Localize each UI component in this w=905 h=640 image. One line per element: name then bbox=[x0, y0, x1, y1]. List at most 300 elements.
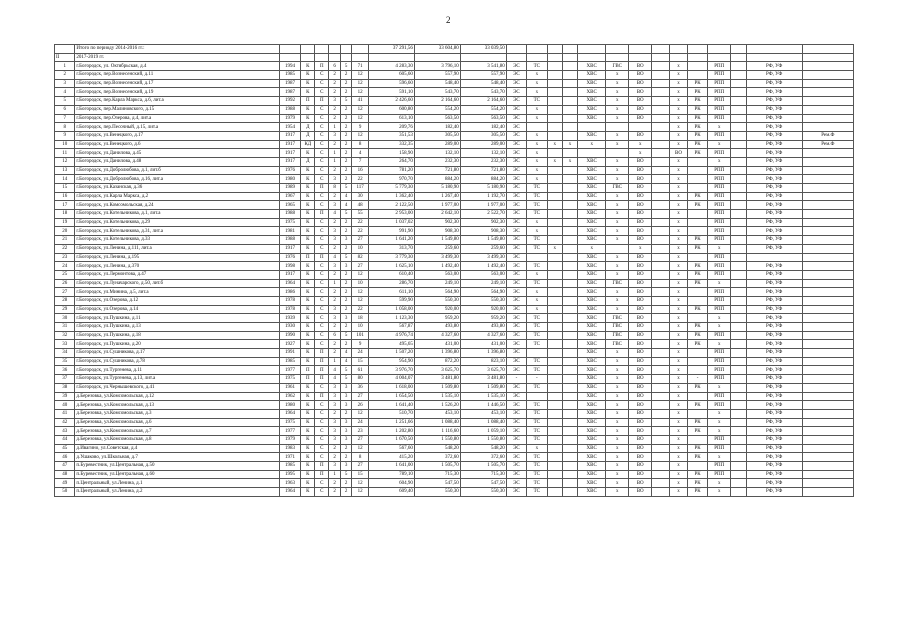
table-cell: 2 642,10 bbox=[414, 210, 460, 219]
table-cell bbox=[547, 444, 562, 453]
table-cell: х bbox=[606, 435, 629, 444]
table-row bbox=[55, 340, 854, 349]
table-cell: х bbox=[606, 462, 629, 471]
table-row bbox=[55, 401, 854, 410]
table-cell: ХВС bbox=[578, 192, 606, 201]
table-cell bbox=[547, 62, 562, 71]
table-cell bbox=[652, 392, 670, 401]
table-cell: ВО bbox=[629, 71, 652, 80]
table-cell: х bbox=[670, 131, 688, 140]
table-cell: С bbox=[315, 88, 329, 97]
table-cell: ВО bbox=[629, 366, 652, 375]
table-cell: 970,70 bbox=[368, 175, 414, 184]
table-cell: 50 bbox=[55, 488, 75, 497]
table-row bbox=[55, 444, 854, 453]
table-cell bbox=[562, 340, 577, 349]
table-cell: х bbox=[527, 227, 547, 236]
table-cell: ЭС bbox=[506, 357, 526, 366]
table-cell bbox=[731, 279, 746, 288]
table-cell: 3 bbox=[329, 262, 340, 271]
table-cell bbox=[652, 184, 670, 193]
table-cell: ВО bbox=[629, 114, 652, 123]
table-cell bbox=[652, 175, 670, 184]
table-cell: п.Буревестник, ул.Центральная, д.50 bbox=[75, 462, 279, 471]
table-cell: х bbox=[670, 184, 688, 193]
table-cell bbox=[802, 270, 853, 279]
table-cell: 182,40 bbox=[460, 123, 506, 132]
table-cell: 4 bbox=[329, 253, 340, 262]
table-cell: ВО bbox=[629, 340, 652, 349]
table-cell: К bbox=[301, 114, 315, 123]
table-row bbox=[55, 331, 854, 340]
table-cell: 13 bbox=[55, 166, 75, 175]
table-cell: РПП bbox=[708, 462, 731, 471]
table-cell: ХВС bbox=[578, 288, 606, 297]
table-cell: 2 bbox=[340, 131, 351, 140]
table-cell: ВО bbox=[629, 305, 652, 314]
table-cell: ХВС bbox=[578, 88, 606, 97]
table-cell bbox=[731, 488, 746, 497]
table-cell bbox=[652, 444, 670, 453]
table-cell: ХВС bbox=[578, 444, 606, 453]
table-cell bbox=[731, 140, 746, 149]
table-cell: г.Богородск, ул.Добролюбова, д.1, лит.б bbox=[75, 166, 279, 175]
table-cell: 17 bbox=[55, 201, 75, 210]
table-cell: РПП bbox=[708, 253, 731, 262]
table-cell: 372,60 bbox=[460, 453, 506, 462]
table-cell: ВО bbox=[629, 192, 652, 201]
table-cell bbox=[547, 184, 562, 193]
table-cell: РПП bbox=[708, 227, 731, 236]
table-cell: 48 bbox=[352, 201, 369, 210]
table-cell bbox=[562, 175, 577, 184]
table-cell: ХВС bbox=[578, 79, 606, 88]
table-cell: ВО bbox=[629, 314, 652, 323]
table-cell: 37 bbox=[55, 375, 75, 384]
table-cell: г.Богородск, ул.Казанская, д.36 bbox=[75, 184, 279, 193]
table-cell: г.Богородск, ул.Котельникова, д.33 bbox=[75, 236, 279, 245]
table-cell: 1987 bbox=[279, 88, 301, 97]
table-cell bbox=[652, 79, 670, 88]
table-cell: г.Богородск, ул.Котельникова, д.29 bbox=[75, 218, 279, 227]
table-row bbox=[55, 62, 854, 71]
table-cell bbox=[731, 210, 746, 219]
table-cell bbox=[802, 409, 853, 418]
table-cell bbox=[652, 427, 670, 436]
table-cell: ТС bbox=[527, 479, 547, 488]
table-cell: 3 bbox=[340, 427, 351, 436]
table-cell: 959,20 bbox=[460, 314, 506, 323]
table-cell: ТС bbox=[527, 383, 547, 392]
table-cell: 548,20 bbox=[460, 444, 506, 453]
table-cell: 12 bbox=[352, 79, 369, 88]
table-cell: 1995 bbox=[279, 470, 301, 479]
table-cell: ХВС bbox=[578, 296, 606, 305]
table-cell: ЭС bbox=[506, 305, 526, 314]
table-cell bbox=[562, 184, 577, 193]
table-cell: 415,20 bbox=[368, 453, 414, 462]
table-cell: 884,20 bbox=[414, 175, 460, 184]
table-cell: ХВС bbox=[578, 114, 606, 123]
table-cell bbox=[731, 375, 746, 384]
table-cell: ХВС bbox=[578, 131, 606, 140]
table-cell: РФ, УФ bbox=[746, 462, 802, 471]
table-cell bbox=[731, 62, 746, 71]
table-cell: 884,20 bbox=[460, 175, 506, 184]
table-cell: 1917 bbox=[279, 270, 301, 279]
table-cell: 557,90 bbox=[460, 71, 506, 80]
table-cell: ХВС bbox=[578, 349, 606, 358]
total-living2: 33 039,50 bbox=[460, 45, 506, 54]
table-cell bbox=[547, 479, 562, 488]
table-cell: х bbox=[708, 427, 731, 436]
table-cell bbox=[547, 418, 562, 427]
table-cell bbox=[802, 366, 853, 375]
table-cell: 2 bbox=[340, 479, 351, 488]
table-cell bbox=[802, 383, 853, 392]
table-cell: 563,00 bbox=[414, 270, 460, 279]
table-cell bbox=[802, 288, 853, 297]
table-cell: 22 bbox=[352, 227, 369, 236]
table-cell: ЭС bbox=[506, 218, 526, 227]
table-cell bbox=[562, 244, 577, 253]
table-cell bbox=[802, 331, 853, 340]
table-cell: г.Богородск, ул.Данилова, д.45 bbox=[75, 149, 279, 158]
table-cell: С bbox=[315, 123, 329, 132]
table-cell: 4 bbox=[329, 210, 340, 219]
table-cell: РФ, УФ bbox=[746, 201, 802, 210]
table-cell: 2 bbox=[340, 157, 351, 166]
table-cell: ХВС bbox=[578, 184, 606, 193]
table-cell: ЭС bbox=[506, 201, 526, 210]
table-cell: ХВС bbox=[578, 270, 606, 279]
table-cell: х bbox=[527, 288, 547, 297]
table-cell: Д bbox=[301, 131, 315, 140]
table-cell: ГВС bbox=[606, 340, 629, 349]
table-cell: 1988 bbox=[279, 236, 301, 245]
table-cell: РФ, УФ bbox=[746, 114, 802, 123]
table-cell: 22 bbox=[55, 244, 75, 253]
table-cell: х bbox=[606, 236, 629, 245]
table-cell: 823,10 bbox=[460, 357, 506, 366]
table-cell: 596,60 bbox=[368, 79, 414, 88]
table-cell bbox=[731, 305, 746, 314]
table-cell: ВО bbox=[629, 349, 652, 358]
table-cell: 47 bbox=[55, 462, 75, 471]
table-cell: 908,30 bbox=[414, 227, 460, 236]
table-cell: П bbox=[301, 375, 315, 384]
table-cell: 9 bbox=[352, 123, 369, 132]
table-cell: 550,30 bbox=[460, 488, 506, 497]
table-cell: К bbox=[301, 470, 315, 479]
table-cell: г.Богородск, пер.Малиновского, д.15 bbox=[75, 105, 279, 114]
table-cell: К bbox=[301, 488, 315, 497]
table-cell: 1 509,80 bbox=[414, 383, 460, 392]
total-area: 37 291,56 bbox=[368, 45, 414, 54]
table-cell: 554,20 bbox=[414, 105, 460, 114]
table-cell: ГВС bbox=[606, 62, 629, 71]
table-cell bbox=[547, 270, 562, 279]
table-cell: х bbox=[670, 392, 688, 401]
table-cell: ВО bbox=[629, 323, 652, 332]
table-cell bbox=[547, 175, 562, 184]
table-cell: ЭС bbox=[506, 279, 526, 288]
table-cell: х bbox=[708, 323, 731, 332]
table-cell bbox=[731, 123, 746, 132]
table-cell: ХВС bbox=[578, 218, 606, 227]
table-cell: 1990 bbox=[279, 331, 301, 340]
table-cell bbox=[731, 357, 746, 366]
table-row bbox=[55, 296, 854, 305]
table-cell bbox=[652, 123, 670, 132]
table-cell: РФ, УФ bbox=[746, 88, 802, 97]
table-cell: 2 164,60 bbox=[414, 97, 460, 106]
table-cell: 209,76 bbox=[368, 123, 414, 132]
table-cell: 2 bbox=[340, 175, 351, 184]
table-cell: РК bbox=[687, 236, 707, 245]
table-cell: П bbox=[315, 357, 329, 366]
table-cell bbox=[731, 366, 746, 375]
table-cell: х bbox=[606, 470, 629, 479]
table-cell bbox=[562, 166, 577, 175]
table-cell bbox=[562, 462, 577, 471]
table-cell: г.Богородск, ул.Пушкина, д.11 bbox=[75, 314, 279, 323]
table-cell: 1 526,20 bbox=[414, 401, 460, 410]
table-cell bbox=[562, 401, 577, 410]
table-cell: РК bbox=[687, 305, 707, 314]
table-cell: ХВС bbox=[578, 71, 606, 80]
table-cell bbox=[652, 409, 670, 418]
table-cell: х bbox=[606, 418, 629, 427]
table-cell: х bbox=[670, 270, 688, 279]
table-cell: 1 088,40 bbox=[414, 418, 460, 427]
table-cell: 2 bbox=[329, 140, 340, 149]
table-cell: 351,53 bbox=[368, 131, 414, 140]
table-cell: ВО bbox=[670, 149, 688, 158]
table-cell: ЭС bbox=[506, 114, 526, 123]
table-cell: ТС bbox=[527, 427, 547, 436]
table-cell: 493,80 bbox=[460, 323, 506, 332]
table-cell bbox=[562, 288, 577, 297]
table-cell: РФ, УФ bbox=[746, 227, 802, 236]
table-cell: 82 bbox=[352, 253, 369, 262]
table-cell: 8 bbox=[329, 184, 340, 193]
table-cell: 24 bbox=[352, 418, 369, 427]
table-cell: РПП bbox=[708, 270, 731, 279]
table-cell: 1987 bbox=[279, 79, 301, 88]
table-cell: ЭС bbox=[506, 479, 526, 488]
table-cell: П bbox=[315, 375, 329, 384]
table-cell: ГВС bbox=[606, 279, 629, 288]
table-cell: 15 bbox=[55, 184, 75, 193]
table-cell: 2 bbox=[340, 218, 351, 227]
table-cell: 1994 bbox=[279, 62, 301, 71]
table-cell: ХВС bbox=[578, 488, 606, 497]
table-cell: 16 bbox=[55, 192, 75, 201]
table-cell: 1 059,10 bbox=[460, 427, 506, 436]
table-cell: 600,80 bbox=[368, 105, 414, 114]
table-cell: 10 bbox=[352, 244, 369, 253]
table-cell: ТС bbox=[527, 262, 547, 271]
table-cell bbox=[731, 71, 746, 80]
table-cell: РК bbox=[687, 114, 707, 123]
table-cell: 2 bbox=[329, 114, 340, 123]
table-cell: 543,70 bbox=[414, 88, 460, 97]
table-cell: К bbox=[301, 236, 315, 245]
table-cell: г.Богородск, ул.Пушкина, д.20 bbox=[75, 340, 279, 349]
table-cell: С bbox=[315, 262, 329, 271]
table-cell: РФ, УФ bbox=[746, 149, 802, 158]
table-cell: ВО bbox=[629, 488, 652, 497]
table-cell: 510,70 bbox=[368, 409, 414, 418]
table-cell: 1 641,00 bbox=[368, 462, 414, 471]
table-cell: 2 bbox=[329, 488, 340, 497]
table-cell bbox=[802, 175, 853, 184]
table-cell bbox=[802, 210, 853, 219]
table-cell: 16 bbox=[352, 166, 369, 175]
table-cell: х bbox=[606, 131, 629, 140]
table-cell: 12 bbox=[352, 288, 369, 297]
table-cell: ЭС bbox=[506, 340, 526, 349]
table-cell: 3 bbox=[340, 401, 351, 410]
table-cell: 132,10 bbox=[460, 149, 506, 158]
table-cell: 7 bbox=[55, 114, 75, 123]
table-cell bbox=[802, 349, 853, 358]
table-cell: г.Богородск, ул.Озерова, д.14 bbox=[75, 305, 279, 314]
table-cell: 2 bbox=[340, 296, 351, 305]
table-cell: ВО bbox=[629, 392, 652, 401]
table-row bbox=[55, 462, 854, 471]
table-cell: х bbox=[606, 453, 629, 462]
table-cell: х bbox=[527, 88, 547, 97]
table-cell: 1976 bbox=[279, 166, 301, 175]
table-cell bbox=[527, 392, 547, 401]
table-cell: 1 446,50 bbox=[460, 401, 506, 410]
table-cell: РК bbox=[687, 149, 707, 158]
table-cell bbox=[562, 427, 577, 436]
table-cell: 3 bbox=[340, 262, 351, 271]
table-cell: х bbox=[527, 218, 547, 227]
table-row bbox=[55, 227, 854, 236]
table-cell: ЭС bbox=[506, 296, 526, 305]
table-cell: ВО bbox=[629, 175, 652, 184]
table-cell: 1988 bbox=[279, 210, 301, 219]
table-cell: ХВС bbox=[578, 157, 606, 166]
table-cell: х bbox=[606, 253, 629, 262]
table-cell: РФ, УФ bbox=[746, 210, 802, 219]
table-cell bbox=[652, 192, 670, 201]
table-cell: 2 bbox=[340, 88, 351, 97]
table-cell: РФ, УФ bbox=[746, 314, 802, 323]
table-cell: С bbox=[315, 201, 329, 210]
table-cell bbox=[652, 401, 670, 410]
table-cell: 2 bbox=[340, 123, 351, 132]
table-cell: г.Богородск, ул.Комсомольская, д.24 bbox=[75, 201, 279, 210]
table-cell: К bbox=[301, 262, 315, 271]
table-cell: х bbox=[606, 409, 629, 418]
table-cell: 372,60 bbox=[414, 453, 460, 462]
table-cell: ЭС bbox=[506, 392, 526, 401]
table-cell: ВО bbox=[629, 470, 652, 479]
table-cell: 7 bbox=[352, 157, 369, 166]
table-row bbox=[55, 288, 854, 297]
table-cell: ХВС bbox=[578, 435, 606, 444]
table-cell: 1 362,40 bbox=[368, 192, 414, 201]
table-cell bbox=[687, 357, 707, 366]
table-cell: ТС bbox=[527, 340, 547, 349]
table-cell: ХВС bbox=[578, 279, 606, 288]
table-cell bbox=[731, 462, 746, 471]
table-cell: 1992 bbox=[279, 97, 301, 106]
table-cell: 1 bbox=[329, 157, 340, 166]
table-cell: х bbox=[606, 166, 629, 175]
table-cell: 19 bbox=[55, 218, 75, 227]
table-cell: 39 bbox=[55, 392, 75, 401]
table-cell bbox=[547, 409, 562, 418]
table-cell: х bbox=[670, 262, 688, 271]
table-cell: х bbox=[670, 375, 688, 384]
table-cell: х bbox=[606, 349, 629, 358]
table-cell: К bbox=[301, 401, 315, 410]
table-cell: х bbox=[670, 71, 688, 80]
table-cell bbox=[731, 192, 746, 201]
table-row bbox=[55, 470, 854, 479]
table-cell: ЭС bbox=[506, 71, 526, 80]
section-row bbox=[55, 53, 854, 62]
table-cell: РФ, УФ bbox=[746, 288, 802, 297]
table-cell: х bbox=[670, 97, 688, 106]
table-cell: РФ, УФ bbox=[746, 323, 802, 332]
table-cell: х bbox=[670, 409, 688, 418]
table-cell: х bbox=[606, 366, 629, 375]
table-cell: ЭС bbox=[506, 262, 526, 271]
table-cell: х bbox=[670, 279, 688, 288]
table-cell bbox=[802, 479, 853, 488]
table-cell: 30 bbox=[55, 314, 75, 323]
table-cell: ТС bbox=[527, 366, 547, 375]
table-cell: 1991 bbox=[279, 349, 301, 358]
table-cell: РК bbox=[687, 140, 707, 149]
table-cell: г.Богородск, ул.Добролюбова, д.16, лит.а bbox=[75, 175, 279, 184]
table-cell: 2 bbox=[340, 305, 351, 314]
table-cell: х bbox=[670, 79, 688, 88]
table-cell bbox=[562, 453, 577, 462]
table-cell: РК bbox=[687, 201, 707, 210]
table-cell bbox=[802, 149, 853, 158]
table-cell: 27 bbox=[352, 392, 369, 401]
table-cell: х bbox=[670, 140, 688, 149]
table-cell: 15 bbox=[352, 470, 369, 479]
table-cell: 453,10 bbox=[414, 409, 460, 418]
table-cell: 547,50 bbox=[460, 479, 506, 488]
table-cell: х bbox=[578, 140, 606, 149]
table-cell: х bbox=[670, 227, 688, 236]
table-cell: х bbox=[562, 140, 577, 149]
table-cell: х bbox=[670, 305, 688, 314]
table-cell bbox=[687, 175, 707, 184]
table-cell: х bbox=[606, 288, 629, 297]
table-cell: 21 bbox=[55, 236, 75, 245]
table-cell bbox=[802, 375, 853, 384]
table-cell: 2 bbox=[329, 192, 340, 201]
table-cell: 24 bbox=[55, 262, 75, 271]
table-cell: ЭС bbox=[506, 470, 526, 479]
table-cell: 495,65 bbox=[368, 340, 414, 349]
table-cell bbox=[547, 453, 562, 462]
table-cell bbox=[652, 435, 670, 444]
table-cell: х bbox=[606, 210, 629, 219]
table-cell: 1 bbox=[329, 357, 340, 366]
